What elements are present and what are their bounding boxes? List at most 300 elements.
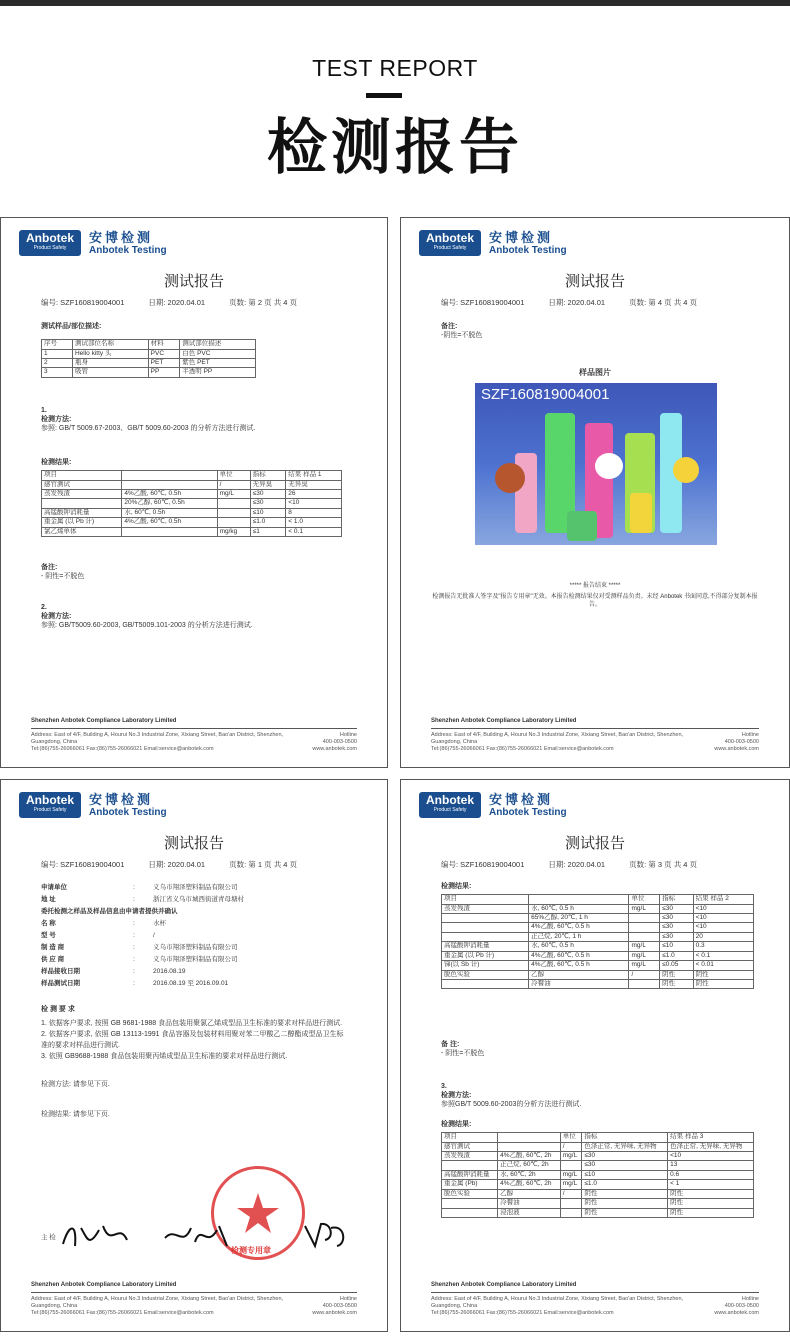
table-row xyxy=(442,913,754,922)
table-row xyxy=(442,1161,754,1170)
seal-star-icon xyxy=(233,1188,283,1238)
report-date: 日期: 2020.04.01 xyxy=(148,298,206,307)
table-cell: <10 xyxy=(693,913,753,922)
table-cell xyxy=(629,980,660,989)
result-label: 检测结果: xyxy=(41,459,72,466)
note-section xyxy=(441,1040,749,1058)
field-value: 水杯 xyxy=(153,920,166,927)
result-label: 检测结果: xyxy=(441,883,472,890)
logo-cn: 安博检测 xyxy=(489,791,554,807)
logo-cn: 安博检测 xyxy=(489,229,554,245)
requirement-item: 2. 依据客户要求, 依照 GB 13113-1991 食品容器及包装材料用聚对苯二甲酸乙二醇酯成型品卫生标准的要求对样品进行测试. xyxy=(41,1031,344,1050)
table-cell: 阴性 xyxy=(582,1208,668,1217)
table-cell: 蒸发残渣 xyxy=(442,904,529,913)
disclaimer: 检测报告无批准人签字及"报告专用章"无效。本报告检测结果仅对受测样品负责。未经 Anbotek 书面同意,不得部分复制本报告。 xyxy=(432,594,758,608)
table-cell: 水, 60℃, 0.5h xyxy=(122,508,217,517)
table-cell: 白色 PVC xyxy=(180,349,256,358)
section-number: 2. xyxy=(41,604,47,611)
table-cell xyxy=(217,508,250,517)
table-cell: / xyxy=(217,480,250,489)
hotline-label: Hotline xyxy=(339,1295,357,1302)
table-cell: <10 xyxy=(668,1151,754,1160)
method-ref: 检测方法: 请参见下页. xyxy=(41,1081,110,1088)
table-cell: 紫色 PET xyxy=(180,358,256,367)
table-cell xyxy=(629,932,660,941)
signature-2 xyxy=(161,1218,233,1261)
table-cell: 0.6 xyxy=(668,1170,754,1179)
test-1-section xyxy=(41,406,347,433)
table-cell: 高锰酸钾消耗量 xyxy=(442,1170,498,1179)
requirement-item: 1. 依据客户要求, 按照 GB 9681-1988 食品包装用聚氯乙烯成型品卫生标准的要求对样品进行测试. xyxy=(41,1020,343,1028)
method-label: 检测方法: xyxy=(41,416,72,424)
table-cell: 水, 60℃, 2h xyxy=(498,1170,561,1179)
field-row: 样品接收日期 : 2016.08.19 xyxy=(41,966,347,978)
field-row: 申请单位 : 义乌市翔泽塑料制品有限公司 xyxy=(41,882,347,894)
field-row: 制 造 商 : 义乌市翔泽塑料制品有限公司 xyxy=(41,942,347,954)
report-number: 编号: SZF160819004001 xyxy=(41,860,125,869)
logo-cn: 安博检测 xyxy=(89,791,154,807)
signature-1-icon xyxy=(59,1218,131,1252)
table-cell xyxy=(122,527,217,536)
anbotek-logo xyxy=(19,792,167,818)
requirements-section xyxy=(41,1005,347,1062)
footer-hotline xyxy=(312,1296,357,1317)
table-cell: 20 xyxy=(693,932,753,941)
page-title: 测试报告 xyxy=(163,834,224,852)
note-section xyxy=(41,563,347,581)
hotline-label: Hotline xyxy=(741,731,759,738)
field-value: 2016.08.19 至 2016.09.01 xyxy=(153,980,229,987)
table-row xyxy=(42,508,342,517)
field-label: 供 应 商 xyxy=(41,956,65,963)
seal-text: 检测专用章 xyxy=(231,1246,271,1255)
result-label: 检测结果: xyxy=(441,1121,472,1128)
page-count: 页数: 第 3 页 共 4 页 xyxy=(629,860,698,869)
field-value: 义乌市翔泽塑料制品有限公司 xyxy=(153,944,238,951)
field-row: 名 称 : 水杯 xyxy=(41,918,347,930)
table-row xyxy=(442,1189,754,1198)
table-cell xyxy=(442,1199,498,1208)
table-row xyxy=(442,951,754,960)
table-cell: <10 xyxy=(286,499,342,508)
result-table xyxy=(41,470,342,537)
table-cell: / xyxy=(629,970,660,979)
hotline-label: Hotline xyxy=(741,1295,759,1302)
table-cell: 阴性 xyxy=(660,980,693,989)
table-row xyxy=(442,1170,754,1179)
table-cell: ≤1 xyxy=(250,527,286,536)
anbotek-logo xyxy=(19,230,167,256)
method-text: 参照GB/T 5009.60-2003的分析方法进行测试. xyxy=(441,1101,582,1109)
table-cell: mg/L xyxy=(560,1151,582,1160)
table-cell: 结果 样品 2 xyxy=(693,895,753,904)
table-cell: 单位 xyxy=(217,471,250,480)
table-cell: 项目 xyxy=(42,471,122,480)
page-count: 页数: 第 4 页 共 4 页 xyxy=(629,298,698,307)
table-cell: 测试部位名称 xyxy=(72,340,148,349)
table-cell xyxy=(442,1208,498,1217)
table-cell: ≤0.05 xyxy=(660,961,693,970)
table-cell: < 1 xyxy=(668,1180,754,1189)
note-section xyxy=(441,322,749,340)
table-cell: 13 xyxy=(668,1161,754,1170)
table-cell xyxy=(442,923,529,932)
table-cell: 乙醇 xyxy=(529,970,629,979)
footer-contact: Tel:(86)755-26066061 Fax:(86)755-26066021 Email:service@anbotek.com xyxy=(31,1309,214,1316)
note-text: - 阴性=不脱色 xyxy=(41,573,85,581)
parts-section xyxy=(41,322,347,378)
table-cell: 重金属 (Pb) xyxy=(442,1180,498,1189)
table-row xyxy=(42,527,342,536)
note-label: 备 注: xyxy=(441,1041,460,1048)
table-cell xyxy=(560,1161,582,1170)
table-cell: mg/L xyxy=(629,961,660,970)
note-text: -阴性=不脱色 xyxy=(441,332,483,340)
field-value: / xyxy=(153,932,155,939)
table-row xyxy=(442,1199,754,1208)
table-cell: mg/kg xyxy=(217,527,250,536)
footer-website: www.anbotek.com xyxy=(312,745,357,752)
table-cell xyxy=(217,518,250,527)
table-cell: 结果 样品 1 xyxy=(286,471,342,480)
table-cell: <10 xyxy=(693,923,753,932)
table-cell xyxy=(498,1142,561,1151)
result-table-sample-2 xyxy=(441,894,754,989)
table-cell: 0.3 xyxy=(693,942,753,951)
table-cell: 瓶身 xyxy=(72,358,148,367)
table-cell: < 1.0 xyxy=(286,518,342,527)
table-cell: 4%乙酸, 60℃, 0.5 h xyxy=(529,923,629,932)
applicant-fields xyxy=(41,882,347,990)
field-label: 样品测试日期 xyxy=(41,980,80,987)
table-cell: 单位 xyxy=(629,895,660,904)
table-cell: 阴性 xyxy=(668,1208,754,1217)
report-number: 编号: SZF160819004001 xyxy=(441,298,525,307)
section-number: 1. xyxy=(41,407,47,414)
logo-brand: Anbotek xyxy=(426,793,474,807)
table-row xyxy=(42,340,256,349)
report-date: 日期: 2020.04.01 xyxy=(148,860,206,869)
table-cell: ≤30 xyxy=(660,904,693,913)
footer-website: www.anbotek.com xyxy=(312,1309,357,1316)
table-row xyxy=(442,1142,754,1151)
table-cell: 重金属 (以 Pb 计) xyxy=(42,518,122,527)
field-label: 名 称 xyxy=(41,920,56,927)
result-2-section xyxy=(441,882,754,989)
table-cell: 3 xyxy=(42,368,73,377)
table-cell: 脱色实验 xyxy=(442,970,529,979)
table-cell: ≤1.0 xyxy=(250,518,286,527)
header-divider xyxy=(366,93,402,98)
page-title: 测试报告 xyxy=(564,834,625,852)
table-cell: <10 xyxy=(693,904,753,913)
footer-address: Address: East of 4/F, Building A, Hourui No.3 Industrial Zone, Xixiang Street, Bao'an District, Shenzhen, Guangdong, China xyxy=(431,1295,684,1309)
table-cell xyxy=(560,1208,582,1217)
field-label: 委托检测之样品及样品信息由申请者提供并确认 xyxy=(41,908,178,915)
hotline-number: 400-003-0500 xyxy=(724,1302,759,1309)
table-cell: 4%乙酸, 60℃, 0.5 h xyxy=(529,951,629,960)
table-cell xyxy=(529,895,629,904)
logo-tagline: Product Safety xyxy=(33,245,67,251)
table-cell: 阴性 xyxy=(668,1199,754,1208)
footer-lab: Shenzhen Anbotek Compliance Laboratory Limited xyxy=(31,717,177,724)
logo-en: Anbotek Testing xyxy=(89,806,167,818)
hotline-number: 400-003-0500 xyxy=(322,1302,357,1309)
table-cell: ≤10 xyxy=(660,942,693,951)
table-cell xyxy=(629,923,660,932)
table-cell: PET xyxy=(148,358,180,367)
table-cell: 1 xyxy=(42,349,73,358)
logo-en: Anbotek Testing xyxy=(489,244,567,256)
top-bar xyxy=(0,0,790,6)
table-row xyxy=(442,1133,754,1142)
table-cell: < 0.1 xyxy=(693,951,753,960)
table-row xyxy=(42,499,342,508)
page-count: 页数: 第 1 页 共 4 页 xyxy=(229,860,298,869)
section-title: 测试样品/部位描述: xyxy=(41,323,102,330)
result-ref: 检测结果: 请参见下页. xyxy=(41,1111,110,1118)
page-title: 测试报告 xyxy=(163,272,224,290)
table-row xyxy=(442,923,754,932)
header-english-title: TEST REPORT xyxy=(312,55,478,81)
table-cell: 阴性 xyxy=(582,1189,668,1198)
table-cell xyxy=(122,480,217,489)
table-cell: < 0.01 xyxy=(693,961,753,970)
table-cell: 阴性 xyxy=(582,1199,668,1208)
report-meta xyxy=(41,298,367,308)
table-cell: PP xyxy=(148,368,180,377)
table-cell: ≤1.0 xyxy=(582,1180,668,1189)
table-cell: < 0.1 xyxy=(286,527,342,536)
report-meta xyxy=(441,860,769,870)
table-cell: 冷餐油 xyxy=(498,1199,561,1208)
table-cell: / xyxy=(560,1189,582,1198)
table-cell: 水, 60℃, 0.5 h xyxy=(529,942,629,951)
table-cell: 4%乙酸, 60℃, 0.5 h xyxy=(529,961,629,970)
table-cell: ≤30 xyxy=(250,499,286,508)
signature-3-icon xyxy=(301,1218,351,1252)
footer-lab: Shenzhen Anbotek Compliance Laboratory Limited xyxy=(431,1281,577,1288)
table-cell xyxy=(442,1161,498,1170)
table-cell xyxy=(442,980,529,989)
table-cell: 阴性 xyxy=(668,1189,754,1198)
field-value: 义乌市翔泽塑料制品有限公司 xyxy=(153,956,238,963)
table-cell: 材料 xyxy=(148,340,180,349)
logo-tagline: Product Safety xyxy=(33,807,67,813)
field-value: 浙江省义乌市城西街道青母塘村 xyxy=(153,896,244,903)
table-cell: ≤30 xyxy=(582,1151,668,1160)
table-cell: 吸管 xyxy=(72,368,148,377)
method-label: 检测方法: xyxy=(441,1092,472,1100)
table-row xyxy=(442,1180,754,1189)
note-label: 备注: xyxy=(41,564,58,571)
table-cell: 正己烷, 60℃, 2h xyxy=(498,1161,561,1170)
footer-address: Address: East of 4/F, Building A, Hourui No.3 Industrial Zone, Xixiang Street, Bao'an District, Shenzhen, Guangdong, China xyxy=(31,731,284,745)
table-cell: 半透明 PP xyxy=(180,368,256,377)
table-row xyxy=(442,904,754,913)
table-cell: ≤10 xyxy=(582,1170,668,1179)
report-number: 编号: SZF160819004001 xyxy=(441,860,525,869)
table-cell xyxy=(42,499,122,508)
requirement-item: 3. 依照 GB9688-1988 食品包装用聚丙烯成型品卫生标准的要求对样品进行测试. xyxy=(41,1053,288,1061)
field-label: 地 址 xyxy=(41,896,56,903)
table-row xyxy=(42,471,342,480)
table-row xyxy=(42,349,256,358)
table-row xyxy=(42,480,342,489)
table-cell xyxy=(122,471,217,480)
hotline-label: Hotline xyxy=(339,731,357,738)
table-row xyxy=(42,358,256,367)
table-cell: mg/L xyxy=(560,1170,582,1179)
table-cell: 指标 xyxy=(250,471,286,480)
report-date: 日期: 2020.04.01 xyxy=(548,298,606,307)
table-cell: 感官测试 xyxy=(442,1142,498,1151)
method-text: 参照: GB/T5009.60-2003, GB/T5009.101-2003 的分析方法进行测试. xyxy=(41,622,253,630)
footer-hotline xyxy=(714,1296,759,1317)
report-page-1 xyxy=(0,779,388,1332)
table-row xyxy=(442,932,754,941)
table-row xyxy=(442,970,754,979)
table-cell: 水, 60℃, 0.5 h xyxy=(529,904,629,913)
logo-brand: Anbotek xyxy=(426,231,474,245)
table-cell: 测试部位描述 xyxy=(180,340,256,349)
logo-tagline: Product Safety xyxy=(433,807,467,813)
logo-tagline: Product Safety xyxy=(433,245,467,251)
table-cell: 结果 样品 3 xyxy=(668,1133,754,1142)
report-date: 日期: 2020.04.01 xyxy=(548,860,606,869)
table-cell: 指标 xyxy=(582,1133,668,1142)
table-row xyxy=(442,942,754,951)
table-cell: 蒸发残渣 xyxy=(42,489,122,498)
requirements-title: 检 测 要 求 xyxy=(41,1006,75,1013)
requirements-list xyxy=(41,1018,347,1062)
footer-hotline xyxy=(312,732,357,753)
hotline-number: 400-003-0500 xyxy=(322,738,357,745)
field-label: 样品接收日期 xyxy=(41,968,80,975)
logo-brand: Anbotek xyxy=(26,231,74,245)
note-text: - 阴性=不脱色 xyxy=(441,1050,485,1058)
table-cell: 8 xyxy=(286,508,342,517)
page-title: 测试报告 xyxy=(564,272,625,290)
report-number: 编号: SZF160819004001 xyxy=(41,298,125,307)
table-cell xyxy=(629,913,660,922)
footer-website: www.anbotek.com xyxy=(714,745,759,752)
table-row xyxy=(442,961,754,970)
table-cell: 脱色实验 xyxy=(442,1189,498,1198)
table-cell: ≤30 xyxy=(250,489,286,498)
table-cell: 浸泡液 xyxy=(498,1208,561,1217)
section-number: 3. xyxy=(441,1083,447,1090)
table-cell: 高锰酸钾消耗量 xyxy=(42,508,122,517)
table-cell: 指标 xyxy=(660,895,693,904)
anbotek-logo xyxy=(419,792,567,818)
table-row xyxy=(442,980,754,989)
field-label: 制 造 商 xyxy=(41,944,65,951)
test-2-section xyxy=(41,603,347,630)
table-cell xyxy=(498,1133,561,1142)
field-row: 样品测试日期 : 2016.08.19 至 2016.09.01 xyxy=(41,978,347,990)
table-cell: mg/L xyxy=(560,1180,582,1189)
table-cell: mg/L xyxy=(629,951,660,960)
table-cell xyxy=(217,499,250,508)
footer-website: www.anbotek.com xyxy=(714,1309,759,1316)
table-cell: 4%乙酸, 60℃, 2h xyxy=(498,1151,561,1160)
table-cell: 色泽正常, 无异味, 无异物 xyxy=(668,1142,754,1151)
sample-photo xyxy=(475,383,717,545)
table-row xyxy=(42,489,342,498)
test-3-section xyxy=(441,1082,749,1109)
table-cell: ≤30 xyxy=(582,1161,668,1170)
footer-address: Address: East of 4/F, Building A, Hourui No.3 Industrial Zone, Xixiang Street, Bao'an District, Shenzhen, Guangdong, China xyxy=(31,1295,284,1309)
table-cell: ≤30 xyxy=(660,923,693,932)
table-cell: 20%乙醇, 60℃, 0.5h xyxy=(122,499,217,508)
result-1-section xyxy=(41,458,342,537)
table-cell: 单位 xyxy=(560,1133,582,1142)
parts-table xyxy=(41,339,256,378)
table-cell xyxy=(442,913,529,922)
sample-photo-title: 样品图片 xyxy=(579,368,611,377)
signature-2-icon xyxy=(161,1218,233,1252)
table-row xyxy=(442,1151,754,1160)
table-cell: 氯乙烯单体 xyxy=(42,527,122,536)
table-cell: 乙醇 xyxy=(498,1189,561,1198)
hotline-number: 400-003-0500 xyxy=(724,738,759,745)
field-row: 供 应 商 : 义乌市翔泽塑料制品有限公司 xyxy=(41,954,347,966)
table-cell: 65%乙醇, 20℃, 1 h xyxy=(529,913,629,922)
field-value: 2016.08.19 xyxy=(153,968,186,975)
table-row xyxy=(42,518,342,527)
logo-en: Anbotek Testing xyxy=(489,806,567,818)
table-cell: 4%乙酸, 60℃, 2h xyxy=(498,1180,561,1189)
result-3-section xyxy=(441,1120,754,1218)
table-row xyxy=(442,1208,754,1217)
table-cell: 阴性 xyxy=(693,980,753,989)
page-footer xyxy=(431,718,759,753)
page-footer xyxy=(31,718,357,753)
table-cell: 2 xyxy=(42,358,73,367)
table-row xyxy=(42,368,256,377)
table-cell: 序号 xyxy=(42,340,73,349)
footer-lab: Shenzhen Anbotek Compliance Laboratory Limited xyxy=(431,717,577,724)
photo-sample-code: SZF160819004001 xyxy=(481,386,610,403)
table-cell: PVC xyxy=(148,349,180,358)
table-cell: 无异臭 xyxy=(286,480,342,489)
table-cell: / xyxy=(560,1142,582,1151)
table-cell: ≤30 xyxy=(660,932,693,941)
table-cell: 26 xyxy=(286,489,342,498)
method-label: 检测方法: xyxy=(41,613,72,621)
signature-3 xyxy=(301,1218,351,1261)
note-label: 备注: xyxy=(441,323,458,330)
report-page-4 xyxy=(400,217,790,768)
report-end: ***** 报告结束 ***** xyxy=(569,583,621,589)
table-cell: 4%乙酸, 60℃, 0.5h xyxy=(122,518,217,527)
report-meta xyxy=(41,860,367,870)
table-cell: 正己烷, 20℃, 1 h xyxy=(529,932,629,941)
method-text: 参照: GB/T 5009.67-2003、GB/T 5009.60-2003 的分析方法进行测试. xyxy=(41,425,256,433)
footer-lab: Shenzhen Anbotek Compliance Laboratory Limited xyxy=(31,1281,177,1288)
table-cell: 感官测试 xyxy=(42,480,122,489)
table-cell: 项目 xyxy=(442,895,529,904)
table-cell: 高锰酸钾消耗量 xyxy=(442,942,529,951)
table-cell: 冷餐油 xyxy=(529,980,629,989)
report-page-3 xyxy=(400,779,790,1332)
field-row: 型 号 : / xyxy=(41,930,347,942)
logo-brand: Anbotek xyxy=(26,793,74,807)
sign-label: 主 检 xyxy=(41,1234,56,1241)
footer-contact: Tel:(86)755-26066061 Fax:(86)755-26066021 Email:service@anbotek.com xyxy=(31,745,214,752)
table-cell: mg/L xyxy=(629,942,660,951)
